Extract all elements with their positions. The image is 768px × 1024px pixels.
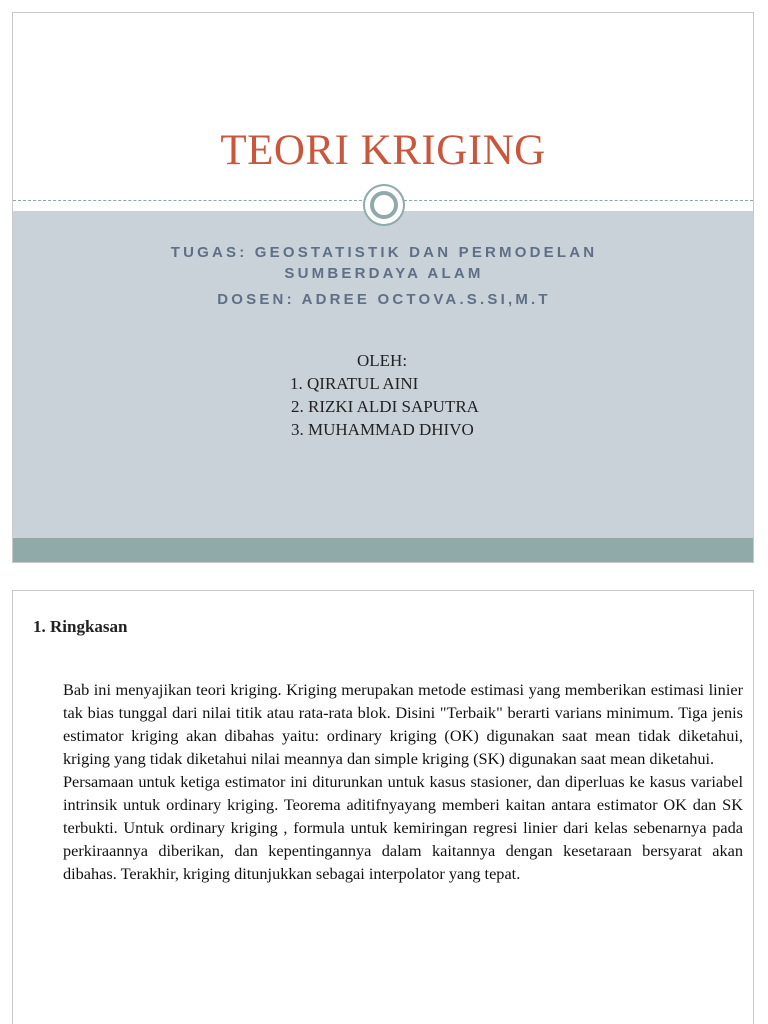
bottom-accent-bar <box>13 538 753 563</box>
member-item-2: 2. RIZKI ALDI SAPUTRA <box>291 397 479 416</box>
member-item-1: 1. QIRATUL AINI <box>290 374 419 393</box>
ring-ornament-inner <box>370 191 398 219</box>
oleh-label: OLEH: <box>357 351 408 370</box>
section-heading: 1. Ringkasan <box>33 617 128 636</box>
summary-paragraph-1: Bab ini menyajikan teori kriging. Kriging merupakan metode estimasi yang memberikan estimasi linier tak bias tunggal dari nilai titik atau rata-rata blok. Disini "Terbaik" berarti varians minimum. Tiga jenis estimator kriging akan dibahas yaitu: ordinary kriging (OK) digunakan saat mean tidak diketahui, kriging yang tidak diketahui nilai meannya dan simple kriging (SK) digunakan saat mean diketahui. <box>63 680 743 768</box>
summary-slide <box>12 590 754 1024</box>
title-slide <box>12 12 754 563</box>
member-list <box>290 372 479 441</box>
summary-paragraph-2: Persamaan untuk ketiga estimator ini diturunkan untuk kasus stasioner, dan diperluas ke kasus variabel intrinsik untuk ordinary kriging. Teorema aditifnyayang memberi kaitan antara estimator OK dan SK terbukti. Untuk ordinary kriging , formula untuk kemiringan regresi linier dari kelas sebenarnya pada perkiraannya diberikan, dan kepentingannya dalam kaitannya dengan kesetaraan bersyarat akan dibahas. Terakhir, kriging ditunjukkan sebagai interpolator yang tepat. <box>63 772 743 883</box>
ring-ornament-icon <box>363 184 405 226</box>
member-item-3: 3. MUHAMMAD DHIVO <box>291 420 474 439</box>
course-subtitle <box>123 242 645 284</box>
summary-body <box>63 678 743 885</box>
course-subtitle-line-2: SUMBERDAYA ALAM <box>284 265 484 282</box>
course-subtitle-line-1: TUGAS: GEOSTATISTIK DAN PERMODELAN <box>170 244 598 261</box>
lecturer-line: DOSEN: ADREE OCTOVA.S.SI,M.T <box>217 291 551 308</box>
slide-title: TEORI KRIGING <box>220 127 546 174</box>
